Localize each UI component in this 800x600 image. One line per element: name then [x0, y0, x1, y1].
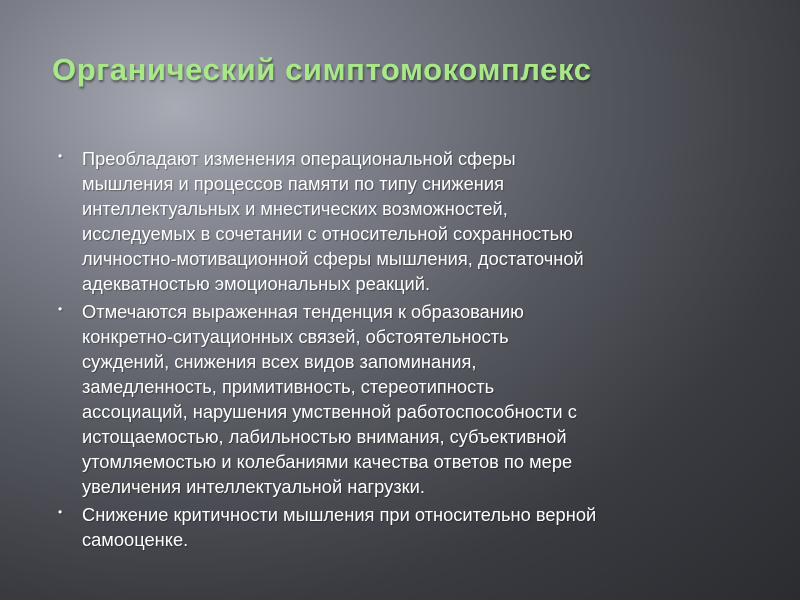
bullet-text-line: ассоциаций, нарушения умственной работоспособности с [82, 401, 577, 422]
bullet-item [58, 146, 758, 296]
bullet-text-line: исследуемых в сочетании с относительной сохранностью [82, 223, 573, 244]
bullet-text-line: мышления и процессов памяти по типу снижения [82, 173, 504, 194]
bullet-text-line: увеличения интеллектуальной нагрузки. [82, 476, 425, 497]
bullet-text-line: интеллектуальных и мнестических возможностей, [82, 198, 508, 219]
bullet-text-line: самооценке. [82, 529, 189, 550]
bullet-dot-icon: • [58, 505, 63, 519]
bullet-text-line: истощаемостью, лабильностью внимания, субъективной [82, 426, 567, 447]
bullet-text-line: адекватностью эмоциональных реакций. [82, 273, 431, 294]
bullet-item [58, 502, 758, 552]
bullet-text-line: конкретно-ситуационных связей, обстоятельность [82, 326, 509, 347]
bullet-item [58, 299, 758, 499]
slide-title: Органический симптомокомплекс [52, 52, 592, 87]
bullet-text-line: Преобладают изменения операциональной сферы [82, 148, 516, 169]
bullet-text-line: личностно-мотивационной сферы мышления, достаточной [82, 248, 584, 269]
bullet-text-line: Отмечаются выраженная тенденция к образованию [82, 301, 524, 322]
bullet-dot-icon: • [58, 149, 63, 163]
bullet-list [58, 146, 758, 555]
bullet-text-line: утомляемостью и колебаниями качества ответов по мере [82, 451, 573, 472]
bullet-text-line: Снижение критичности мышления при относительно верной [82, 504, 597, 525]
bullet-text-line: замедленность, примитивность, стереотипность [82, 376, 495, 397]
bullet-text-line: суждений, снижения всех видов запоминания, [82, 351, 477, 372]
bullet-dot-icon: • [58, 302, 63, 316]
